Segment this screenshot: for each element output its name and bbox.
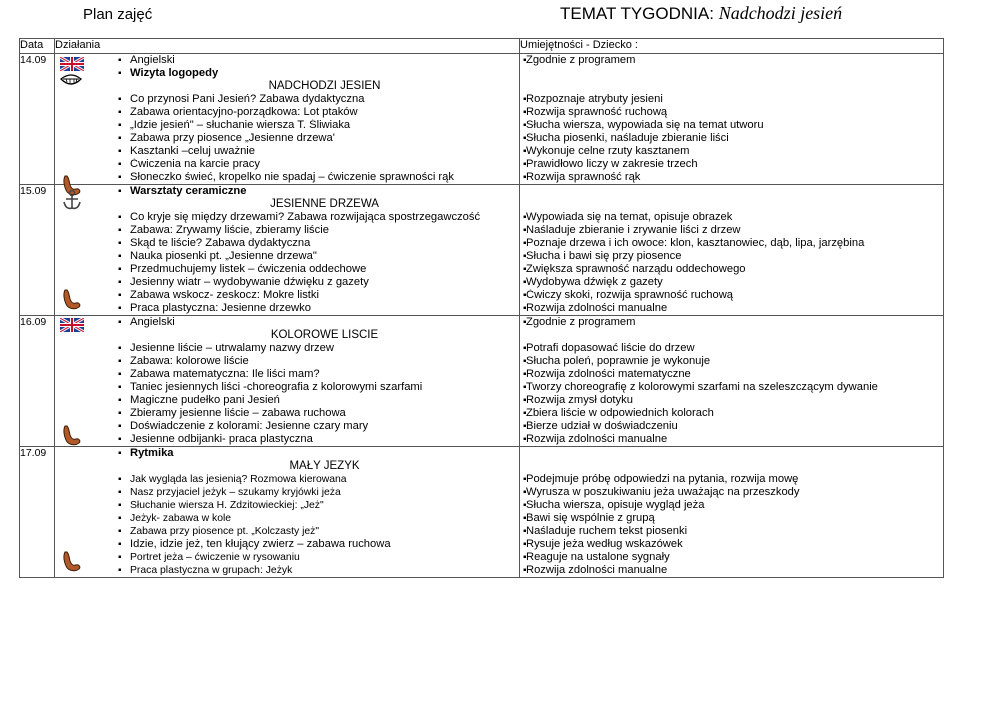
activity-item: ▪ Jesienne odbijanki- praca plastyczna [55, 433, 519, 446]
skill-item: ▪ Poznaje drzewa i ich owoce: klon, kasztanowiec, dąb, lipa, jarzębina [520, 237, 943, 250]
skill-spacer [520, 329, 943, 342]
skill-item: ▪ Wyrusza w poszukiwaniu jeża uważając na przeszkody [520, 486, 943, 499]
plan-title: Plan zajęć [83, 6, 153, 23]
skills-cell [520, 316, 944, 447]
activity-item: ▪ Słuchanie wiersza H. Zdzitowieckiej: „Jeż" [55, 499, 519, 512]
skill-item: ▪ Wykonuje celne rzuty kasztanem [520, 145, 943, 158]
skill-spacer [520, 460, 943, 473]
skill-item: ▪ Zwiększa sprawność narządu oddechowego [520, 263, 943, 276]
skill-spacer [520, 185, 943, 198]
activity-item: ▪ Skąd te liście? Zabawa dydaktyczna [55, 237, 519, 250]
skill-item: ▪ Rozwija sprawność rąk [520, 171, 943, 184]
skill-item: ▪ Słucha wiersza, opisuje wygląd jeża [520, 499, 943, 512]
activity-item: ▪ Nauka piosenki pt. „Jesienne drzewa" [55, 250, 519, 263]
activity-item: ▪ Portret jeża – ćwiczenie w rysowaniu [55, 551, 519, 564]
skill-item: ▪ Podejmuje próbę odpowiedzi na pytania, rozwija mowę [520, 473, 943, 486]
activity-section-title: NADCHODZI JESIEŃ [268, 80, 381, 92]
activity-item: ▪ Zabawa matematyczna: Ile liści mam? [55, 368, 519, 381]
skill-item: ▪ Naśladuje zbieranie i zrywanie liści z drzew [520, 224, 943, 237]
weekly-topic [560, 3, 842, 24]
skill-item: ▪ Rozwija zdolności manualne [520, 564, 943, 577]
activity-item: ▪ Kasztanki –celuj uważnie [55, 145, 519, 158]
skill-item: ▪ Słucha poleń, poprawnie je wykonuje [520, 355, 943, 368]
skill-item: ▪ Tworzy choreografię z kolorowymi szarfami na szeleszczącym dywanie [520, 381, 943, 394]
col-skills-header: Umiejętności - Dziecko : [520, 39, 944, 54]
activity-item: ▪ Rytmika [55, 447, 519, 460]
day-row-1709 [20, 447, 944, 578]
day-row-1409 [20, 54, 944, 185]
skill-spacer [520, 80, 943, 93]
skill-item: ▪ Rozwija zmysł dotyku [520, 394, 943, 407]
skill-item: ▪ Zbiera liście w odpowiednich kolorach [520, 407, 943, 420]
col-date-header: Data [20, 39, 55, 54]
skill-item: ▪ Wypowiada się na temat, opisuje obrazek [520, 211, 943, 224]
day-row-1509 [20, 185, 944, 316]
activity-item: ▪ Zabawa przy piosence pt. „Kolczasty jeż" [55, 525, 519, 538]
skill-item: ▪ Słucha piosenki, naśladuje zbieranie liści [520, 132, 943, 145]
skill-spacer [520, 447, 943, 460]
skill-spacer [520, 67, 943, 80]
activities-cell [55, 316, 520, 447]
activities-cell [55, 185, 520, 316]
activity-item: ▪ Jeżyk- zabawa w kole [55, 512, 519, 525]
skill-item: ▪ Ćwiczy skoki, rozwija sprawność ruchową [520, 289, 943, 302]
skills-cell [520, 54, 944, 185]
skill-item: ▪ Reaguje na ustalone sygnały [520, 551, 943, 564]
topic-value: Nadchodzi jesień [718, 3, 843, 23]
skill-item: ▪ Rozwija zdolności manualne [520, 302, 943, 315]
activity-item: ▪ Jesienny wiatr – wydobywanie dźwięku z gazety [55, 276, 519, 289]
activity-item: ▪ Ćwiczenia na karcie pracy [55, 158, 519, 171]
activity-item: ▪ Nasz przyjaciel jeżyk – szukamy kryjówki jeża [55, 486, 519, 499]
day-row-1609 [20, 316, 944, 447]
topic-label: TEMAT TYGODNIA: [560, 4, 719, 23]
activity-item: ▪ Praca plastyczna w grupach: Jeżyk [55, 564, 519, 577]
skill-item: ▪ Prawidłowo liczy w zakresie trzech [520, 158, 943, 171]
activity-item: ▪ Zabawa przy piosence „Jesienne drzewa' [55, 132, 519, 145]
row-date: 15.09 [20, 185, 55, 316]
skill-item: ▪ Słucha wiersza, wypowiada się na temat utworu [520, 119, 943, 132]
activity-item: ▪ Magiczne pudełko pani Jesień [55, 394, 519, 407]
activity-item: ▪ Zabawa: kolorowe liście [55, 355, 519, 368]
skill-item: ▪ Bierze udział w doświadczeniu [520, 420, 943, 433]
row-date: 17.09 [20, 447, 55, 578]
skill-item: ▪ Potrafi dopasować liście do drzew [520, 342, 943, 355]
skills-cell [520, 447, 944, 578]
activities-cell [55, 54, 520, 185]
activity-item: ▪ „Idzie jesień" – słuchanie wiersza T. Śliwiaka [55, 119, 519, 132]
activity-section-title: KOLOROWE LIŚCIE [270, 329, 379, 341]
activity-item: ▪ Zbieramy jesienne liście – zabawa ruchowa [55, 407, 519, 420]
activity-item: ▪ Praca plastyczna: Jesienne drzewko [55, 302, 519, 315]
plan-table [19, 38, 944, 578]
activity-item: ▪ Jak wygląda las jesienią? Rozmowa kierowana [55, 473, 519, 486]
activity-section-title: JESIENNE DRZEWA [270, 198, 379, 210]
activity-item: ▪ Zabawa: Zrywamy liście, zbieramy liście [55, 224, 519, 237]
activities-cell [55, 447, 520, 578]
row-date: 14.09 [20, 54, 55, 185]
activity-item: ▪ Co kryje się między drzewami? Zabawa rozwijająca spostrzegawczość [55, 211, 519, 224]
skill-item: ▪ Rozpoznaje atrybuty jesieni [520, 93, 943, 106]
skill-item: ▪ Słucha i bawi się przy piosence [520, 250, 943, 263]
skill-item: ▪ Rozwija zdolności matematyczne [520, 368, 943, 381]
activity-item: ▪ Zabawa orientacyjno-porządkowa: Lot ptaków [55, 106, 519, 119]
skill-item: ▪ Rozwija sprawność ruchową [520, 106, 943, 119]
skill-spacer [520, 198, 943, 211]
activity-section-title: MAŁY JEŻYK [289, 460, 360, 472]
skill-item: ▪ Bawi się wspólnie z grupą [520, 512, 943, 525]
skill-item: ▪ Rysuje jeża według wskazówek [520, 538, 943, 551]
activity-item: ▪ Jesienne liście – utrwalamy nazwy drzew [55, 342, 519, 355]
skill-item: ▪ Zgodnie z programem [520, 316, 943, 329]
activity-item: ▪ Warsztaty ceramiczne [55, 185, 519, 198]
row-date: 16.09 [20, 316, 55, 447]
skill-item: ▪ Wydobywa dźwięk z gazety [520, 276, 943, 289]
activity-item: ▪ Angielski [55, 54, 519, 67]
activity-item: ▪ Wizyta logopedy [55, 67, 519, 80]
table-header-row [20, 39, 944, 54]
activity-item: ▪ Słoneczko świeć, kropelko nie spadaj – ćwiczenie sprawności rąk [55, 171, 519, 184]
activity-item: ▪ Doświadczenie z kolorami: Jesienne czary mary [55, 420, 519, 433]
skill-item: ▪ Rozwija zdolności manualne [520, 433, 943, 446]
skill-item: ▪ Naśladuje ruchem tekst piosenki [520, 525, 943, 538]
skill-item: ▪ Zgodnie z programem [520, 54, 943, 67]
activity-item: ▪ Co przynosi Pani Jesień? Zabawa dydaktyczna [55, 93, 519, 106]
activity-item: ▪ Przedmuchujemy listek – ćwiczenia oddechowe [55, 263, 519, 276]
activity-item: ▪ Zabawa wskocz- zeskocz: Mokre listki [55, 289, 519, 302]
col-activities-header: Działania [55, 39, 520, 54]
activity-item: ▪ Angielski [55, 316, 519, 329]
skills-cell [520, 185, 944, 316]
activity-item: ▪ Idzie, idzie jeż, ten kłujący zwierz – zabawa ruchowa [55, 538, 519, 551]
activity-item: ▪ Taniec jesiennych liści -choreografia z kolorowymi szarfami [55, 381, 519, 394]
